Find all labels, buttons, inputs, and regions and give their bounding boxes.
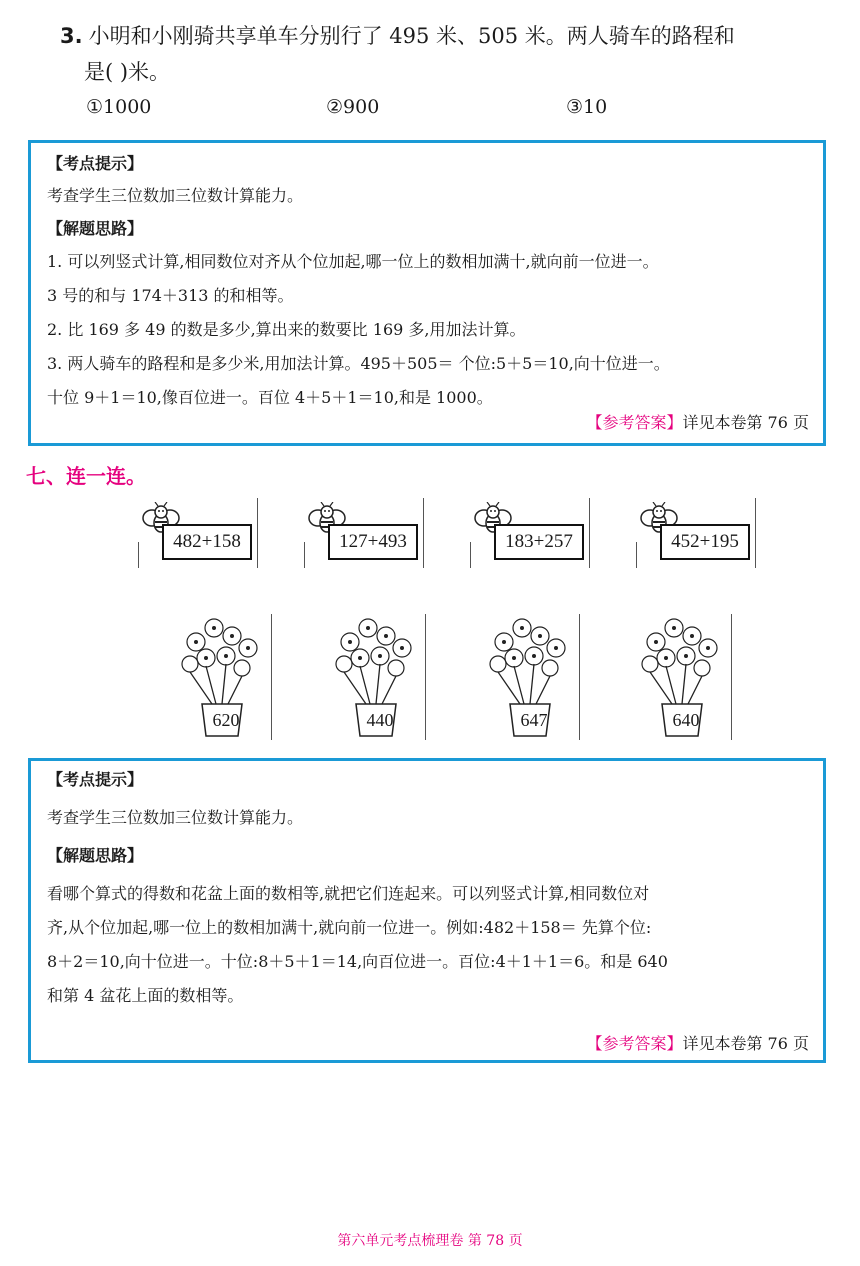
flower-pot[interactable] [330, 612, 426, 742]
solution-heading: 【解题思路】 [47, 219, 144, 238]
flower-pot[interactable] [176, 612, 272, 742]
answer-reference [586, 1031, 809, 1054]
answer-reference [586, 410, 809, 433]
divider [579, 614, 580, 740]
question-3-line1 [60, 18, 840, 54]
flower-pot[interactable] [636, 612, 732, 742]
expression-label: 183+257 [494, 524, 584, 560]
expression-card[interactable] [304, 498, 424, 568]
pot-number: 440 [366, 710, 394, 730]
divider [257, 498, 258, 568]
hint-point: 考查学生三位数加三位数计算能力。 [47, 808, 304, 827]
expression-card[interactable] [138, 498, 258, 568]
expression-label: 482+158 [162, 524, 252, 560]
divider [271, 614, 272, 740]
hint-point: 考查学生三位数加三位数计算能力。 [47, 186, 304, 205]
expression-card[interactable] [636, 498, 756, 568]
hint-heading: 【考点提示】 [47, 770, 144, 789]
expression-label: 452+195 [660, 524, 750, 560]
hint-box-1 [28, 140, 826, 446]
answer-tag: 【参考答案】 [586, 413, 683, 432]
pot-number: 640 [672, 710, 700, 730]
divider [425, 614, 426, 740]
solution-line: 十位 9＋1＝10,像百位进一。百位 4＋5＋1＝10,和是 1000。 [47, 388, 493, 407]
solution-line: 看哪个算式的得数和花盆上面的数相等,就把它们连起来。可以列竖式计算,相同数位对 [47, 884, 650, 903]
pot-number: 620 [212, 710, 240, 730]
option-1[interactable]: ①1000 [86, 96, 152, 118]
solution-line: 3. 两人骑车的路程和是多少米,用加法计算。495＋505＝ 个位:5＋5＝10,向十位进一。 [47, 354, 670, 373]
answer-tag: 【参考答案】 [586, 1034, 683, 1053]
question-3 [60, 18, 840, 90]
divider [731, 614, 732, 740]
divider [589, 498, 590, 568]
solution-line: 齐,从个位加起,哪一位上的数相加满十,就向前一位进一。例如:482＋158＝ 先算个位: [47, 918, 652, 937]
question-3-text: 小明和小刚骑共享单车分别行了 495 米、505 米。两人骑车的路程和 [88, 24, 735, 48]
divider [636, 542, 637, 568]
hint-heading: 【考点提示】 [47, 154, 144, 173]
expression-label: 127+493 [328, 524, 418, 560]
flower-pot[interactable] [484, 612, 580, 742]
expression-card[interactable] [470, 498, 590, 568]
divider [138, 542, 139, 568]
pot-number: 647 [520, 710, 548, 730]
solution-line: 和第 4 盆花上面的数相等。 [47, 986, 244, 1005]
option-2[interactable]: ②900 [326, 96, 380, 118]
section-title: 七、连一连。 [26, 464, 146, 488]
divider [304, 542, 305, 568]
divider [470, 542, 471, 568]
solution-line: 2. 比 169 多 49 的数是多少,算出来的数要比 169 多,用加法计算。 [47, 320, 526, 339]
solution-line: 1. 可以列竖式计算,相同数位对齐从个位加起,哪一位上的数相加满十,就向前一位进一。 [47, 252, 659, 271]
solution-line: 3 号的和与 174＋313 的和相等。 [47, 286, 294, 305]
divider [423, 498, 424, 568]
question-3-line2: 是( )米。 [84, 60, 171, 84]
divider [755, 498, 756, 568]
option-3[interactable]: ③10 [566, 96, 608, 118]
page-footer: 第六单元考点梳理卷 第 78 页 [337, 1233, 523, 1249]
question-number: 3. [60, 24, 83, 48]
solution-heading: 【解题思路】 [47, 846, 144, 865]
answer-text: 详见本卷第 76 页 [682, 1034, 809, 1053]
solution-line: 8＋2＝10,向十位进一。十位:8＋5＋1＝14,向百位进一。百位:4＋1＋1＝6。和是 640 [47, 952, 668, 971]
answer-text: 详见本卷第 76 页 [682, 413, 809, 432]
hint-box-2 [28, 758, 826, 1063]
